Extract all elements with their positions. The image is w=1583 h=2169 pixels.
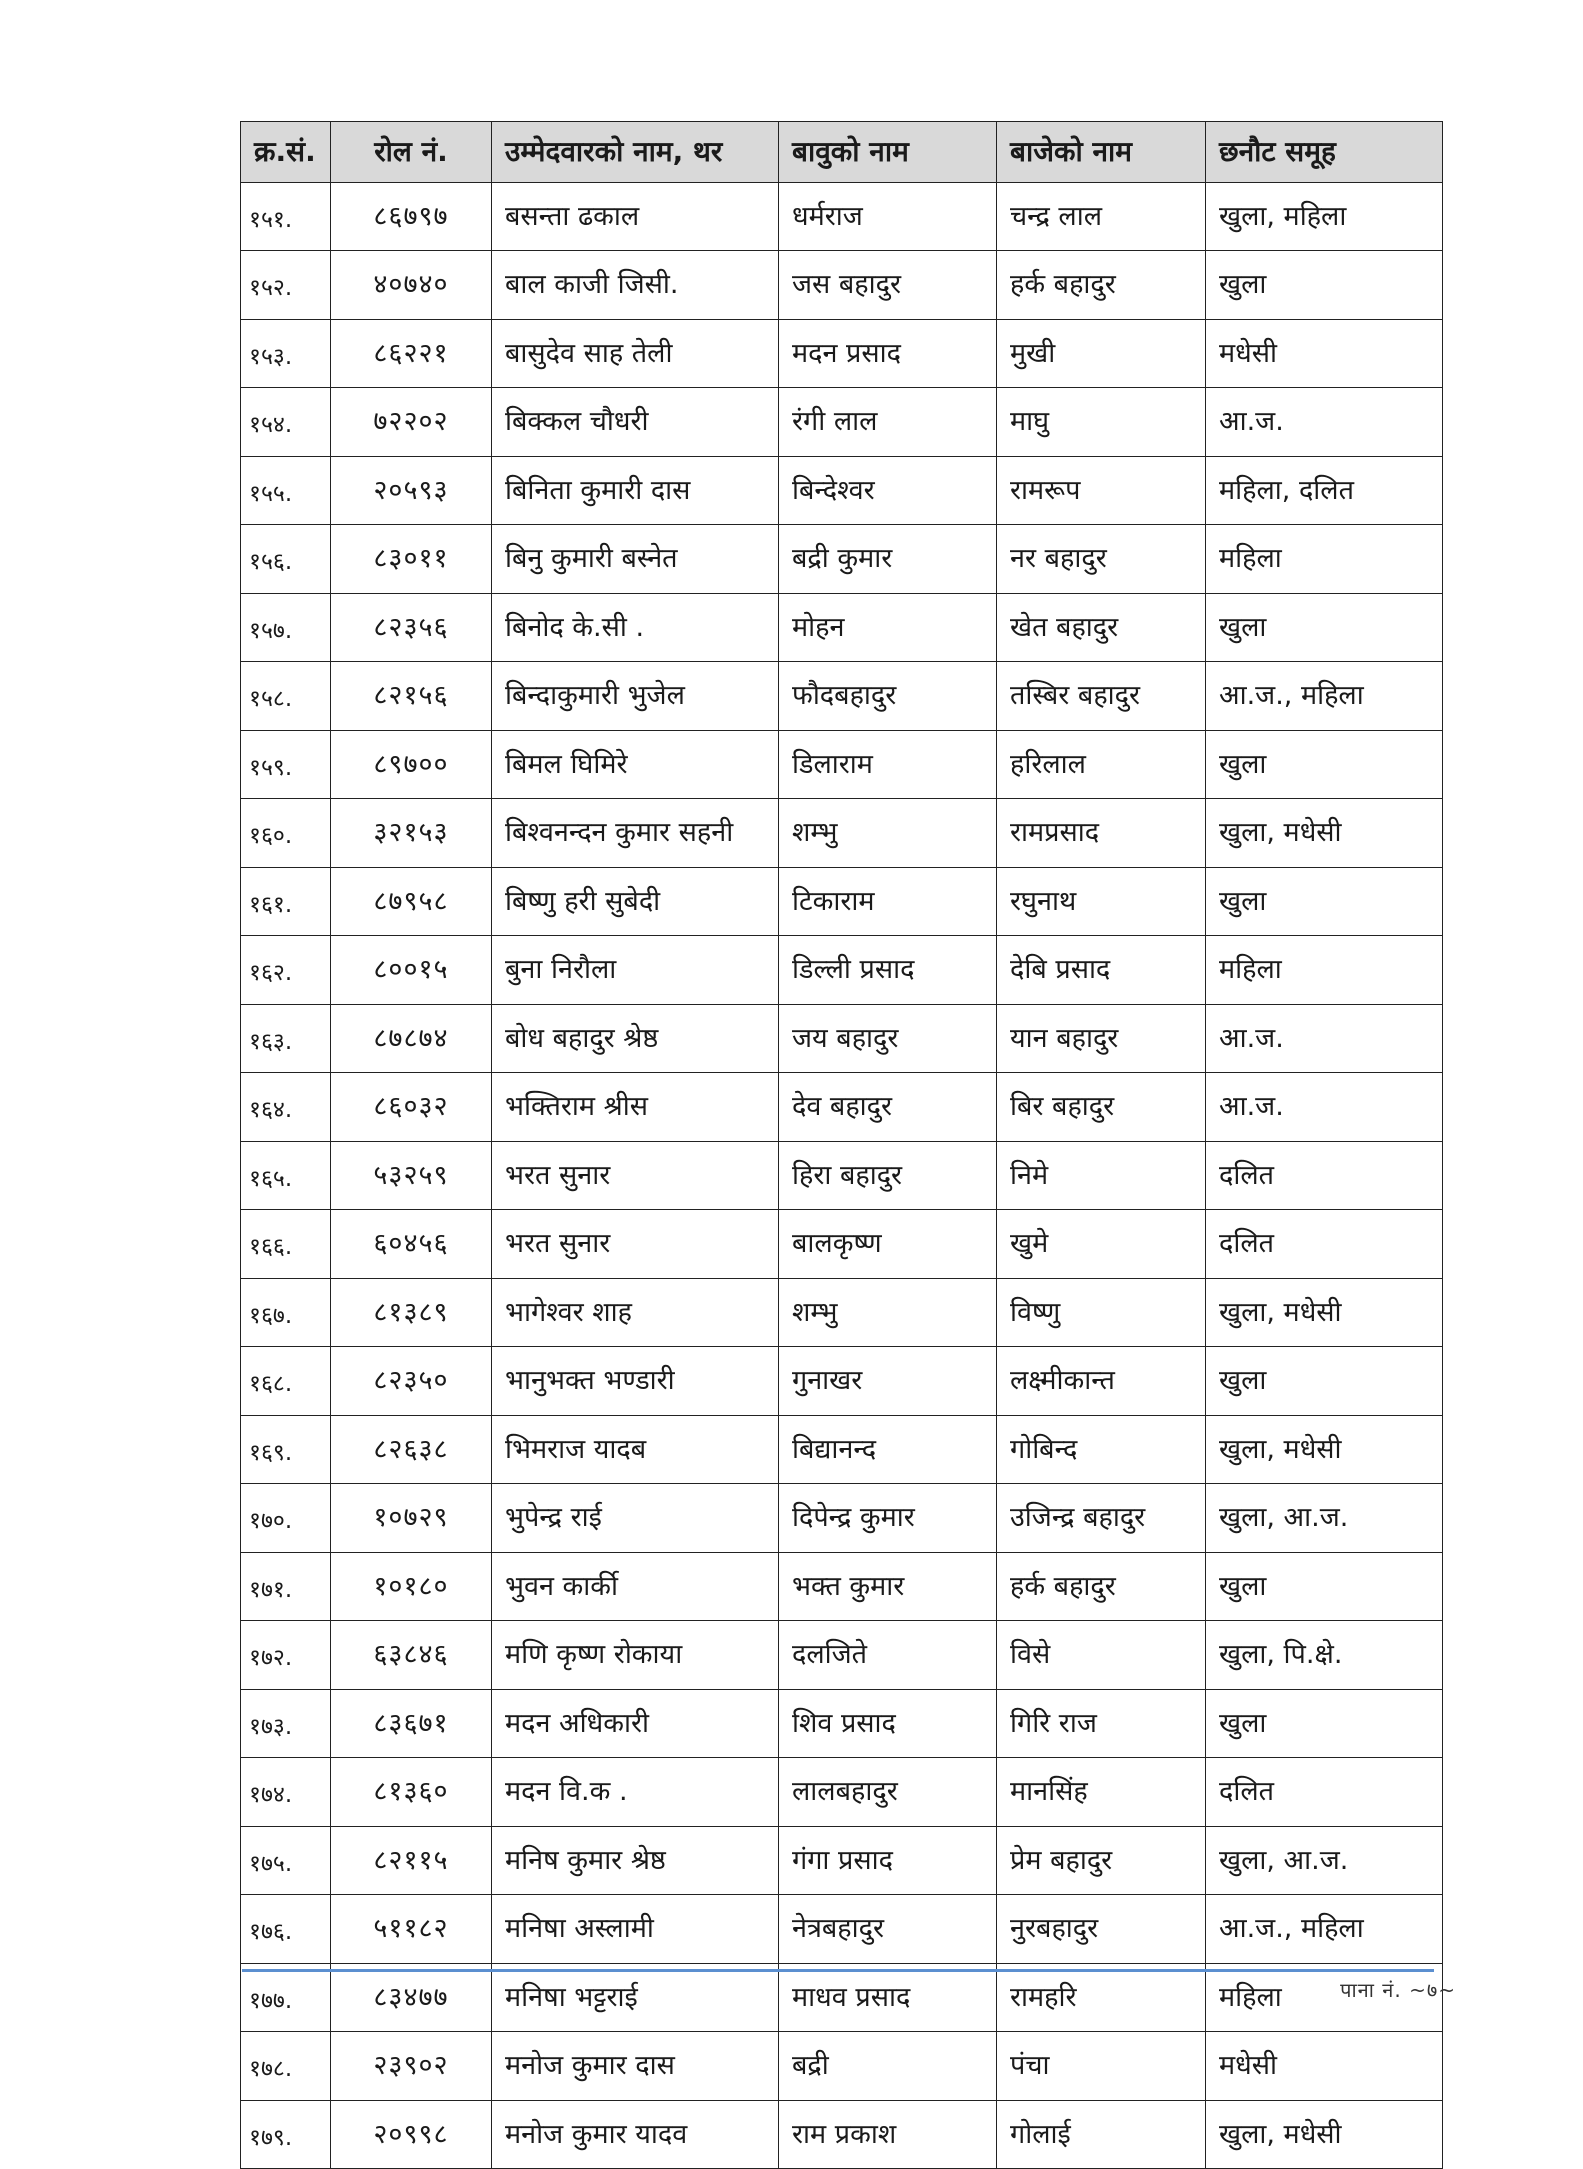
cell-candidate-name: बोध बहादुर श्रेष्ठ xyxy=(492,1004,779,1073)
cell-grandfather-name: मुखी xyxy=(997,319,1206,388)
cell-serial: १६२. xyxy=(241,936,331,1005)
cell-grandfather-name: देबि प्रसाद xyxy=(997,936,1206,1005)
table-row xyxy=(241,936,1443,1005)
table-row xyxy=(241,1210,1443,1279)
table-row xyxy=(241,251,1443,320)
cell-roll: ८३६७१ xyxy=(331,1689,492,1758)
cell-grandfather-name: विष्णु xyxy=(997,1278,1206,1347)
cell-candidate-name: मनिषा अस्लामी xyxy=(492,1895,779,1964)
cell-father-name: लालबहादुर xyxy=(779,1758,997,1827)
cell-father-name: टिकाराम xyxy=(779,867,997,936)
table-row xyxy=(241,799,1443,868)
cell-father-name: भक्त कुमार xyxy=(779,1552,997,1621)
cell-serial: १५१. xyxy=(241,182,331,251)
cell-grandfather-name: प्रेम बहादुर xyxy=(997,1826,1206,1895)
cell-father-name: जस बहादुर xyxy=(779,251,997,320)
cell-selection-group: खुला, आ.ज. xyxy=(1206,1826,1443,1895)
cell-roll: ५११८२ xyxy=(331,1895,492,1964)
cell-candidate-name: मदन अधिकारी xyxy=(492,1689,779,1758)
cell-selection-group: महिला xyxy=(1206,936,1443,1005)
cell-selection-group: खुला xyxy=(1206,251,1443,320)
cell-grandfather-name: नुरबहादुर xyxy=(997,1895,1206,1964)
cell-candidate-name: मणि कृष्ण रोकाया xyxy=(492,1621,779,1690)
cell-selection-group: दलित xyxy=(1206,1210,1443,1279)
cell-candidate-name: भागेश्वर शाह xyxy=(492,1278,779,1347)
cell-serial: १६८. xyxy=(241,1347,331,1416)
cell-roll: ८२११५ xyxy=(331,1826,492,1895)
cell-roll: १०७२९ xyxy=(331,1484,492,1553)
table-header xyxy=(241,122,1443,183)
cell-roll: ८१३६० xyxy=(331,1758,492,1827)
cell-candidate-name: बिश्वनन्दन कुमार सहनी xyxy=(492,799,779,868)
table-row xyxy=(241,1141,1443,1210)
cell-roll: ६३८४६ xyxy=(331,1621,492,1690)
cell-father-name: बिद्यानन्द xyxy=(779,1415,997,1484)
cell-serial: १६७. xyxy=(241,1278,331,1347)
cell-roll: ४०७४० xyxy=(331,251,492,320)
cell-father-name: गुनाखर xyxy=(779,1347,997,1416)
cell-selection-group: महिला xyxy=(1206,525,1443,594)
cell-serial: १६४. xyxy=(241,1073,331,1142)
cell-selection-group: आ.ज. xyxy=(1206,1073,1443,1142)
cell-roll: ८२१५६ xyxy=(331,662,492,731)
cell-serial: १६३. xyxy=(241,1004,331,1073)
cell-serial: १५९. xyxy=(241,730,331,799)
cell-roll: ८१३८९ xyxy=(331,1278,492,1347)
results-table xyxy=(240,121,1443,2169)
cell-serial: १७३. xyxy=(241,1689,331,1758)
cell-serial: १६५. xyxy=(241,1141,331,1210)
cell-candidate-name: भिमराज यादब xyxy=(492,1415,779,1484)
cell-candidate-name: भानुभक्त भण्डारी xyxy=(492,1347,779,1416)
cell-serial: १७७. xyxy=(241,1963,331,2032)
cell-roll: ८७९५८ xyxy=(331,867,492,936)
table-row xyxy=(241,1484,1443,1553)
cell-father-name: दिपेन्द्र कुमार xyxy=(779,1484,997,1553)
cell-grandfather-name: उजिन्द्र बहादुर xyxy=(997,1484,1206,1553)
cell-selection-group: खुला, मधेसी xyxy=(1206,1278,1443,1347)
cell-roll: ८३४७७ xyxy=(331,1963,492,2032)
cell-grandfather-name: रामहरि xyxy=(997,1963,1206,2032)
header-serial: क्र.सं. xyxy=(241,122,331,183)
cell-father-name: फौदबहादुर xyxy=(779,662,997,731)
cell-father-name: मोहन xyxy=(779,593,997,662)
cell-selection-group: दलित xyxy=(1206,1758,1443,1827)
cell-grandfather-name: नर बहादुर xyxy=(997,525,1206,594)
cell-candidate-name: मनोज कुमार यादव xyxy=(492,2100,779,2169)
cell-serial: १७५. xyxy=(241,1826,331,1895)
cell-grandfather-name: हर्क बहादुर xyxy=(997,1552,1206,1621)
cell-father-name: धर्मराज xyxy=(779,182,997,251)
header-roll: रोल नं. xyxy=(331,122,492,183)
table-row xyxy=(241,1826,1443,1895)
cell-grandfather-name: खेत बहादुर xyxy=(997,593,1206,662)
cell-selection-group: आ.ज. xyxy=(1206,388,1443,457)
cell-grandfather-name: चन्द्र लाल xyxy=(997,182,1206,251)
cell-grandfather-name: बिर बहादुर xyxy=(997,1073,1206,1142)
cell-serial: १७६. xyxy=(241,1895,331,1964)
cell-grandfather-name: निमे xyxy=(997,1141,1206,1210)
cell-serial: १५८. xyxy=(241,662,331,731)
cell-selection-group: खुला, मधेसी xyxy=(1206,2100,1443,2169)
cell-serial: १७९. xyxy=(241,2100,331,2169)
cell-grandfather-name: गिरि राज xyxy=(997,1689,1206,1758)
cell-roll: ६०४५६ xyxy=(331,1210,492,1279)
table-row xyxy=(241,1758,1443,1827)
table-body xyxy=(241,182,1443,2169)
cell-father-name: बालकृष्ण xyxy=(779,1210,997,1279)
cell-roll: ८९७०० xyxy=(331,730,492,799)
header-row xyxy=(241,122,1443,183)
cell-grandfather-name: रामप्रसाद xyxy=(997,799,1206,868)
cell-selection-group: खुला xyxy=(1206,1347,1443,1416)
cell-candidate-name: भुवन कार्की xyxy=(492,1552,779,1621)
cell-roll: ८७८७४ xyxy=(331,1004,492,1073)
table-row xyxy=(241,1963,1443,2032)
table-row xyxy=(241,1073,1443,1142)
cell-selection-group: खुला xyxy=(1206,1689,1443,1758)
page-number: पाना नं. ~७~ xyxy=(1340,1978,1456,2002)
cell-father-name: शिव प्रसाद xyxy=(779,1689,997,1758)
cell-serial: १५३. xyxy=(241,319,331,388)
table-row xyxy=(241,525,1443,594)
cell-father-name: डिलाराम xyxy=(779,730,997,799)
cell-selection-group: खुला xyxy=(1206,867,1443,936)
cell-candidate-name: बिनु कुमारी बस्नेत xyxy=(492,525,779,594)
cell-candidate-name: बिन्दाकुमारी भुजेल xyxy=(492,662,779,731)
cell-grandfather-name: विसे xyxy=(997,1621,1206,1690)
cell-father-name: हिरा बहादुर xyxy=(779,1141,997,1210)
cell-selection-group: मधेसी xyxy=(1206,2032,1443,2101)
cell-father-name: शम्भु xyxy=(779,1278,997,1347)
footer-divider xyxy=(242,1969,1434,1972)
cell-serial: १५२. xyxy=(241,251,331,320)
cell-father-name: राम प्रकाश xyxy=(779,2100,997,2169)
cell-serial: १७२. xyxy=(241,1621,331,1690)
table-row xyxy=(241,1415,1443,1484)
cell-candidate-name: भुपेन्द्र राई xyxy=(492,1484,779,1553)
cell-father-name: गंगा प्रसाद xyxy=(779,1826,997,1895)
table-row xyxy=(241,593,1443,662)
cell-candidate-name: बिक्कल चौधरी xyxy=(492,388,779,457)
cell-candidate-name: मनिषा भट्टराई xyxy=(492,1963,779,2032)
cell-candidate-name: भक्तिराम श्रीस xyxy=(492,1073,779,1142)
cell-selection-group: महिला, दलित xyxy=(1206,456,1443,525)
cell-serial: १७४. xyxy=(241,1758,331,1827)
cell-roll: ८२३५६ xyxy=(331,593,492,662)
cell-candidate-name: मनिष कुमार श्रेष्ठ xyxy=(492,1826,779,1895)
cell-father-name: बद्री xyxy=(779,2032,997,2101)
cell-serial: १७८. xyxy=(241,2032,331,2101)
cell-serial: १५६. xyxy=(241,525,331,594)
cell-selection-group: खुला, मधेसी xyxy=(1206,799,1443,868)
table-row xyxy=(241,662,1443,731)
cell-father-name: रंगी लाल xyxy=(779,388,997,457)
cell-selection-group: दलित xyxy=(1206,1141,1443,1210)
cell-serial: १७०. xyxy=(241,1484,331,1553)
cell-grandfather-name: माघु xyxy=(997,388,1206,457)
cell-father-name: मदन प्रसाद xyxy=(779,319,997,388)
cell-serial: १६९. xyxy=(241,1415,331,1484)
table-row xyxy=(241,1004,1443,1073)
cell-father-name: दलजिते xyxy=(779,1621,997,1690)
table-row xyxy=(241,2032,1443,2101)
table-row xyxy=(241,1552,1443,1621)
cell-grandfather-name: हरिलाल xyxy=(997,730,1206,799)
table-row xyxy=(241,388,1443,457)
cell-selection-group: आ.ज., महिला xyxy=(1206,1895,1443,1964)
cell-roll: २०५९३ xyxy=(331,456,492,525)
cell-selection-group: आ.ज., महिला xyxy=(1206,662,1443,731)
cell-father-name: देव बहादुर xyxy=(779,1073,997,1142)
cell-grandfather-name: मानसिंह xyxy=(997,1758,1206,1827)
cell-selection-group: खुला, मधेसी xyxy=(1206,1415,1443,1484)
cell-candidate-name: बासुदेव साह तेली xyxy=(492,319,779,388)
cell-selection-group: महिला xyxy=(1206,1963,1443,2032)
cell-grandfather-name: गोलाई xyxy=(997,2100,1206,2169)
cell-grandfather-name: हर्क बहादुर xyxy=(997,251,1206,320)
cell-father-name: शम्भु xyxy=(779,799,997,868)
cell-selection-group: खुला xyxy=(1206,593,1443,662)
cell-roll: ८६२२१ xyxy=(331,319,492,388)
cell-serial: १६०. xyxy=(241,799,331,868)
cell-grandfather-name: तस्बिर बहादुर xyxy=(997,662,1206,731)
cell-candidate-name: मनोज कुमार दास xyxy=(492,2032,779,2101)
cell-father-name: नेत्रबहादुर xyxy=(779,1895,997,1964)
table-row xyxy=(241,867,1443,936)
cell-candidate-name: बिनोद के.सी . xyxy=(492,593,779,662)
cell-father-name: बद्री कुमार xyxy=(779,525,997,594)
cell-candidate-name: बिमल घिमिरे xyxy=(492,730,779,799)
table-row xyxy=(241,456,1443,525)
cell-roll: ५३२५९ xyxy=(331,1141,492,1210)
cell-father-name: बिन्देश्वर xyxy=(779,456,997,525)
cell-candidate-name: मदन वि.क . xyxy=(492,1758,779,1827)
cell-father-name: जय बहादुर xyxy=(779,1004,997,1073)
cell-selection-group: आ.ज. xyxy=(1206,1004,1443,1073)
cell-candidate-name: भरत सुनार xyxy=(492,1210,779,1279)
cell-selection-group: खुला xyxy=(1206,730,1443,799)
cell-roll: १०१८० xyxy=(331,1552,492,1621)
table-row xyxy=(241,2100,1443,2169)
cell-selection-group: खुला xyxy=(1206,1552,1443,1621)
table-row xyxy=(241,1895,1443,1964)
cell-candidate-name: भरत सुनार xyxy=(492,1141,779,1210)
table-row xyxy=(241,1347,1443,1416)
cell-roll: २०९९८ xyxy=(331,2100,492,2169)
cell-selection-group: मधेसी xyxy=(1206,319,1443,388)
cell-candidate-name: बिनिता कुमारी दास xyxy=(492,456,779,525)
cell-roll: ७२२०२ xyxy=(331,388,492,457)
cell-grandfather-name: यान बहादुर xyxy=(997,1004,1206,1073)
cell-roll: ८६७९७ xyxy=(331,182,492,251)
header-selection-group: छनौट समूह xyxy=(1206,122,1443,183)
header-father-name: बावुको नाम xyxy=(779,122,997,183)
cell-roll: २३९०२ xyxy=(331,2032,492,2101)
header-grandfather-name: बाजेको नाम xyxy=(997,122,1206,183)
table-row xyxy=(241,1621,1443,1690)
cell-serial: १५५. xyxy=(241,456,331,525)
cell-roll: ८००१५ xyxy=(331,936,492,1005)
cell-grandfather-name: खुमे xyxy=(997,1210,1206,1279)
cell-selection-group: खुला, पि.क्षे. xyxy=(1206,1621,1443,1690)
cell-candidate-name: बसन्ता ढकाल xyxy=(492,182,779,251)
cell-serial: १७१. xyxy=(241,1552,331,1621)
cell-grandfather-name: गोबिन्द xyxy=(997,1415,1206,1484)
cell-serial: १६६. xyxy=(241,1210,331,1279)
cell-roll: ८२३५० xyxy=(331,1347,492,1416)
table-row xyxy=(241,182,1443,251)
table-row xyxy=(241,730,1443,799)
table-row xyxy=(241,319,1443,388)
cell-grandfather-name: रामरूप xyxy=(997,456,1206,525)
table-row xyxy=(241,1278,1443,1347)
cell-grandfather-name: लक्ष्मीकान्त xyxy=(997,1347,1206,1416)
cell-serial: १५४. xyxy=(241,388,331,457)
cell-candidate-name: बिष्णु हरी सुबेदी xyxy=(492,867,779,936)
header-candidate-name: उम्मेदवारको नाम, थर xyxy=(492,122,779,183)
cell-grandfather-name: रघुनाथ xyxy=(997,867,1206,936)
cell-grandfather-name: पंचा xyxy=(997,2032,1206,2101)
cell-candidate-name: बाल काजी जिसी. xyxy=(492,251,779,320)
cell-roll: ८३०११ xyxy=(331,525,492,594)
cell-father-name: माधव प्रसाद xyxy=(779,1963,997,2032)
cell-roll: ३२१५३ xyxy=(331,799,492,868)
cell-selection-group: खुला, महिला xyxy=(1206,182,1443,251)
cell-roll: ८२६३८ xyxy=(331,1415,492,1484)
cell-father-name: डिल्ली प्रसाद xyxy=(779,936,997,1005)
cell-serial: १५७. xyxy=(241,593,331,662)
table-row xyxy=(241,1689,1443,1758)
cell-candidate-name: बुना निरौला xyxy=(492,936,779,1005)
cell-serial: १६१. xyxy=(241,867,331,936)
cell-roll: ८६०३२ xyxy=(331,1073,492,1142)
cell-selection-group: खुला, आ.ज. xyxy=(1206,1484,1443,1553)
